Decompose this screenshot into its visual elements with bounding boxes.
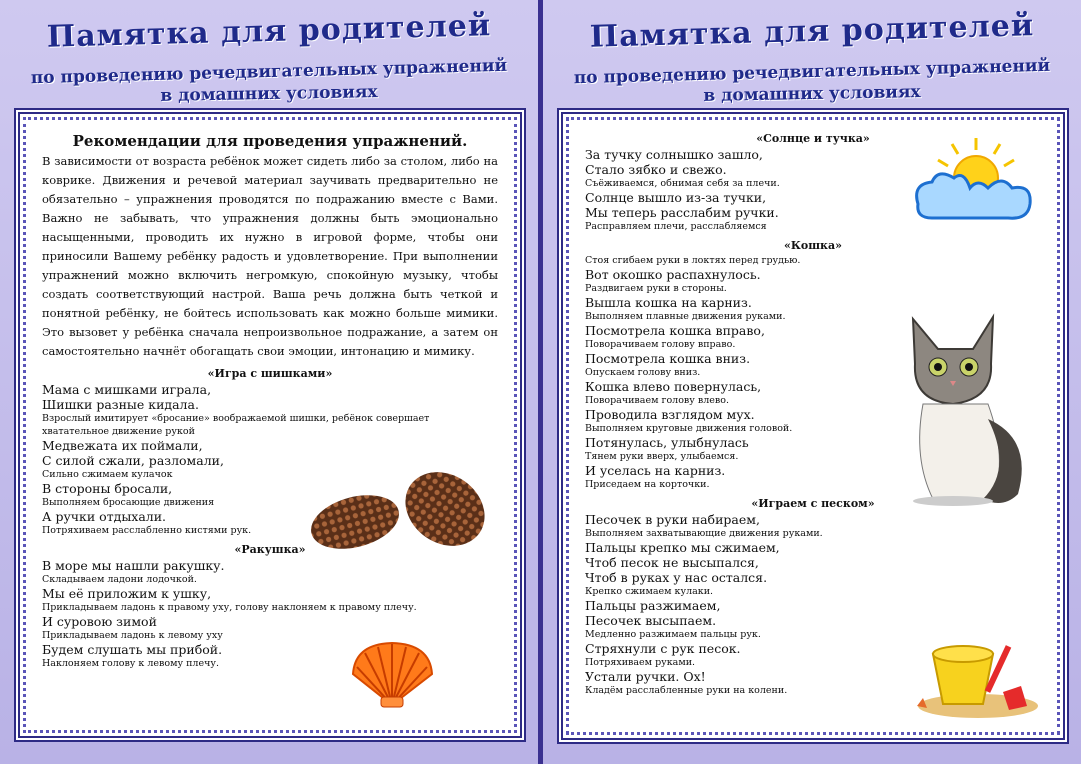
verse-line: Потянулась, улыбнулась: [585, 435, 749, 450]
action-line: Крепко сжимаем кулаки.: [585, 586, 714, 597]
action-line: Съёживаемся, обнимая себя за плечи.: [585, 178, 780, 189]
action-line: Кладём расслабленные руки на колени.: [585, 685, 788, 696]
action-line: Складываем ладони лодочкой.: [42, 574, 197, 585]
left-title: Памятка для родителей: [46, 8, 492, 55]
sun-cloud-title: «Солнце и тучка»: [756, 132, 870, 145]
action-line: Тянем руки вверх, улыбаемся.: [585, 451, 739, 462]
right-title: Памятка для родителей: [589, 8, 1035, 55]
verse-line: Чтоб в руках у нас остался.: [585, 570, 768, 585]
pinecones-icon: [305, 464, 495, 559]
verse-line: Медвежата их поймали,: [42, 438, 203, 453]
right-frame: [557, 108, 1069, 744]
verse-line: Стряхнули с рук песок.: [585, 641, 741, 656]
action-line: Расправляем плечи, расслабляемся: [585, 221, 767, 232]
verse-line: Мы теперь расслабим ручки.: [585, 205, 779, 220]
verse-line: Вот окошко распахнулось.: [585, 267, 761, 282]
recommendations-text: В зависимости от возраста ребёнок может сидеть либо за столом, либо на коврике. Движения и речевой материал заучивать предварительно не обязательно – упражнения проводятся по подражанию вместе с Вами. Важно не забывать, что упражнения должны быть эмоционально насыщенными, проводить их нужно в игровой форме, чтобы они приносили Вашему ребёнку радость и удовлетворение. При выполнении упражнений можно включить негромкую, спокойную музыку, чтобы создать соответствующий настрой. Ваша речь должна быть четкой и понятной ребёнку, не бойтесь использовать как можно больше мимики. Это вызовет у ребёнка сначала непроизвольное подражание, а затем он самостоятельно начнёт обогащать свои эмоции, интонацию и мимику.: [42, 154, 498, 358]
action-line: Приседаем на корточки.: [585, 479, 710, 490]
action-line: Раздвигаем руки в стороны.: [585, 283, 727, 294]
verse-line: Пальцы разжимаем,: [585, 598, 721, 613]
verse-line: Вышла кошка на карниз.: [585, 295, 752, 310]
action-line: Выполняем бросающие движения: [42, 497, 215, 508]
verse-line: Устали ручки. Ох!: [585, 669, 706, 684]
action-line: Потряхиваем руками.: [585, 657, 696, 668]
right-subtitle-2: в домашних условиях: [703, 82, 921, 106]
sand-bucket-icon: [903, 624, 1043, 719]
verse-line: Будем слушать мы прибой.: [42, 642, 223, 657]
action-line: Поворачиваем голову вправо.: [585, 339, 736, 350]
verse-line: Мы её приложим к ушку,: [42, 586, 212, 601]
seashell-icon: [345, 639, 440, 709]
verse-line: А ручки отдыхали.: [42, 509, 167, 524]
right-page: [543, 0, 1081, 764]
game1-title: «Игра с шишками»: [207, 367, 333, 380]
verse-line: И уселась на карниз.: [585, 463, 726, 478]
verse-line: Стало зябко и свежо.: [585, 162, 727, 177]
action-line: Выполняем круговые движения головой.: [585, 423, 793, 434]
action-line: Выполняем захватывающие движения руками.: [585, 528, 823, 539]
verse-line: Солнце вышло из-за тучки,: [585, 190, 767, 205]
verse-line: Мама с мишками играла,: [42, 382, 212, 397]
verse-line: Песочек высыпаем.: [585, 613, 717, 628]
game2-title: «Ракушка»: [234, 543, 306, 556]
action-line: Поворачиваем голову влево.: [585, 395, 729, 406]
left-frame: [14, 108, 526, 742]
action-line: Наклоняем голову к левому плечу.: [42, 658, 219, 669]
verse-line: Песочек в руки набираем,: [585, 512, 760, 527]
left-subtitle-2: в домашних условиях: [160, 82, 378, 106]
action-line: Выполняем плавные движения руками.: [585, 311, 786, 322]
verse-line: Шишки разные кидала.: [42, 397, 199, 412]
verse-line: В стороны бросали,: [42, 481, 173, 496]
verse-line: Пальцы крепко мы сжимаем,: [585, 540, 780, 555]
verse-line: Посмотрела кошка вниз.: [585, 351, 751, 366]
left-page: [0, 0, 538, 764]
action-line: Потряхиваем расслабленно кистями рук.: [42, 525, 252, 536]
cat-icon: [893, 309, 1038, 509]
sand-title: «Играем с песком»: [751, 497, 875, 510]
action-line: Медленно разжимаем пальцы рук.: [585, 629, 761, 640]
action-line: Прикладываем ладонь к левому уху: [42, 630, 223, 641]
verse-line: Проводила взглядом мух.: [585, 407, 755, 422]
action-line: Стоя сгибаем руки в локтях перед грудью.: [585, 255, 801, 266]
left-content: [42, 132, 498, 718]
verse-line: Кошка влево повернулась,: [585, 379, 762, 394]
action-line: Взрослый имитирует «бросание» воображаемой шишки, ребёнок совершает хватательное движение рукой: [42, 413, 430, 437]
verse-line: С силой сжали, разломали,: [42, 453, 224, 468]
action-line: Прикладываем ладонь к правому уху, голову наклоняем к правому плечу.: [42, 602, 417, 613]
verse-line: За тучку солнышко зашло,: [585, 147, 763, 162]
right-subtitle-1: по проведению речедвигательных упражнений: [573, 55, 1051, 89]
recommendations-heading: Рекомендации для проведения упражнений.: [72, 132, 468, 150]
verse-line: Чтоб песок не высыпался,: [585, 555, 759, 570]
verse-line: И суровою зимой: [42, 614, 157, 629]
action-line: Сильно сжимаем кулачок: [42, 469, 173, 480]
sun-cloud-icon: [908, 134, 1038, 229]
left-subtitle-1: по проведению речедвигательных упражнений: [30, 55, 508, 89]
action-line: Опускаем голову вниз.: [585, 367, 701, 378]
verse-line: Посмотрела кошка вправо,: [585, 323, 765, 338]
cat-title: «Кошка»: [784, 239, 842, 252]
verse-line: В море мы нашли ракушку.: [42, 558, 225, 573]
